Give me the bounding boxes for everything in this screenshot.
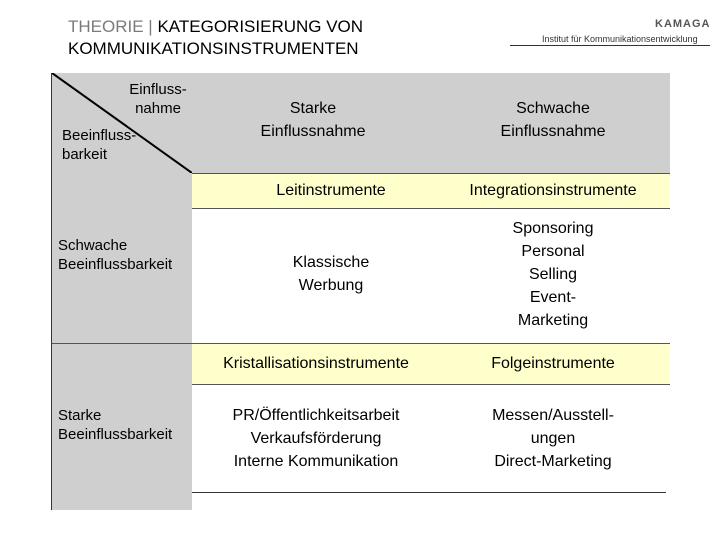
cell-folge-items xyxy=(440,392,666,484)
row-strong-line-2: Beeinflussbarkeit xyxy=(58,426,173,443)
logo-name: KAMAGA xyxy=(655,18,711,30)
column-strong-line-2: Einflussnahme xyxy=(260,123,366,140)
title-line-1: KATEGORISIERUNG VON xyxy=(157,17,364,36)
list-item: PR/Öffentlichkeitsarbeit xyxy=(232,406,400,424)
logo-divider xyxy=(510,45,710,46)
list-item: Werbung xyxy=(298,277,364,294)
cell-integration-items xyxy=(440,210,666,338)
title-prefix: THEORIE xyxy=(68,17,144,36)
column-header-weak xyxy=(440,90,666,150)
list-item: Sponsoring xyxy=(512,219,594,237)
list-item: Selling xyxy=(528,265,577,283)
column-strong-line-1: Starke xyxy=(289,100,337,117)
corner-bottom-line-2: barkeit xyxy=(62,146,108,163)
matrix-bottom-line xyxy=(192,492,666,493)
list-item: Interne Kommunikation xyxy=(233,452,399,470)
column-weak-line-2: Einflussnahme xyxy=(500,123,606,140)
list-item: Verkaufsförderung xyxy=(250,429,382,447)
list-item: Direct-Marketing xyxy=(494,452,612,470)
corner-label-top xyxy=(118,80,198,118)
list-item: Event- xyxy=(529,288,577,306)
row-label-strong xyxy=(58,406,172,444)
title-separator: | xyxy=(148,17,153,36)
row-weak-line-1: Schwache xyxy=(58,237,128,254)
row-label-weak xyxy=(58,236,172,274)
category-folgeinstrumente: Folgeinstrumente xyxy=(491,354,615,372)
logo-subtitle: Institut für Kommunikationsentwicklung xyxy=(542,34,698,44)
row-weak-line-2: Beeinflussbarkeit xyxy=(58,256,173,273)
corner-label-bottom xyxy=(62,126,136,164)
corner-bottom-line-1: Beeinfluss- xyxy=(62,127,137,144)
column-header-strong xyxy=(200,90,426,150)
list-item: Klassische xyxy=(292,254,370,271)
category-integrationsinstrumente: Integrationsinstrumente xyxy=(469,181,637,199)
cell-leit-items xyxy=(200,210,462,338)
category-kristallisationsinstrumente: Kristallisationsinstrumente xyxy=(223,354,409,372)
column-weak-line-1: Schwache xyxy=(516,100,590,117)
cell-kristall-items xyxy=(192,392,440,484)
title-line-2: KOMMUNIKATIONSINSTRUMENTEN xyxy=(68,39,359,58)
corner-top-line-1: Einfluss- xyxy=(129,81,187,98)
category-leitinstrumente: Leitinstrumente xyxy=(276,181,386,199)
list-item: Messen/Ausstell- xyxy=(492,406,614,424)
list-item: Marketing xyxy=(517,311,589,329)
corner-top-line-2: nahme xyxy=(135,100,181,117)
matrix-left-divider xyxy=(52,343,192,344)
list-item: ungen xyxy=(530,429,576,447)
page-title xyxy=(68,16,363,60)
list-item: Personal xyxy=(521,242,585,260)
row-strong-line-1: Starke xyxy=(58,407,102,424)
